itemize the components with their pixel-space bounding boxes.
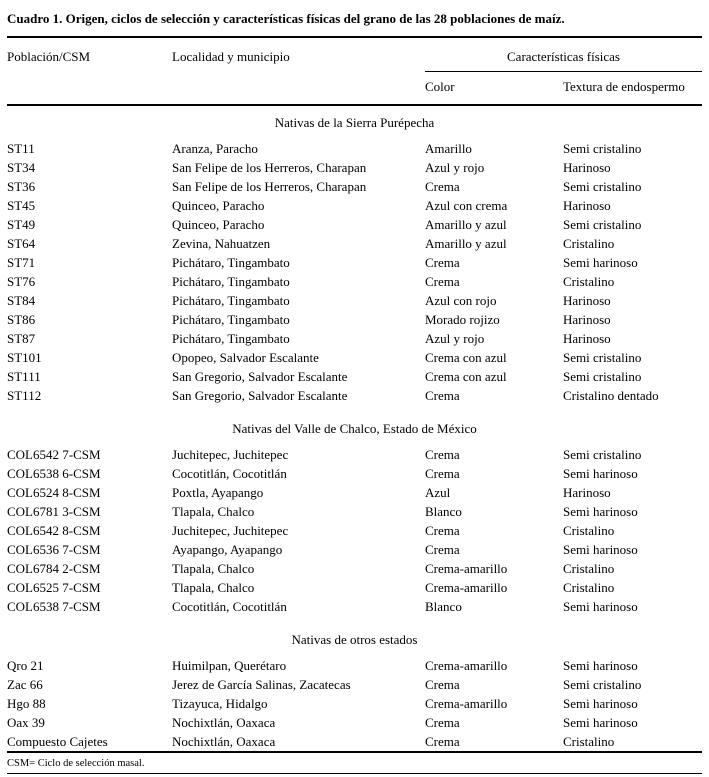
cell-localidad: Tlapala, Chalco bbox=[172, 561, 255, 576]
cell-textura: Semi harinoso bbox=[563, 255, 638, 270]
table-row bbox=[7, 196, 702, 215]
cell-textura: Semi harinoso bbox=[563, 504, 638, 519]
cell-localidad: Ayapango, Ayapango bbox=[172, 542, 283, 557]
cell-color: Crema bbox=[425, 715, 460, 730]
cell-poblacion: COL6525 7-CSM bbox=[7, 580, 101, 595]
cell-color: Azul y rojo bbox=[425, 160, 485, 175]
cell-poblacion: ST84 bbox=[7, 293, 36, 308]
cell-localidad: Tlapala, Chalco bbox=[172, 580, 255, 595]
cell-poblacion: COL6538 6-CSM bbox=[7, 466, 101, 481]
table-row bbox=[7, 656, 702, 675]
cell-localidad: San Gregorio, Salvador Escalante bbox=[172, 388, 348, 403]
cell-poblacion: ST111 bbox=[7, 369, 41, 384]
cell-textura: Harinoso bbox=[563, 485, 611, 500]
cell-localidad: Juchitepec, Juchitepec bbox=[172, 447, 289, 462]
cell-localidad: Nochixtlán, Oaxaca bbox=[172, 734, 276, 749]
cell-color: Azul bbox=[425, 485, 451, 500]
cell-color: Crema bbox=[425, 523, 460, 538]
cell-color: Amarillo y azul bbox=[425, 236, 507, 251]
cell-color: Crema bbox=[425, 542, 460, 557]
cell-textura: Cristalino dentado bbox=[563, 388, 659, 403]
cell-poblacion: ST86 bbox=[7, 312, 36, 327]
cell-localidad: Pichátaro, Tingambato bbox=[172, 255, 290, 270]
cell-textura: Harinoso bbox=[563, 198, 611, 213]
cell-textura: Semi cristalino bbox=[563, 677, 642, 692]
cell-localidad: Opopeo, Salvador Escalante bbox=[172, 350, 319, 365]
table-row bbox=[7, 272, 702, 291]
table-row bbox=[7, 445, 702, 464]
cell-textura: Cristalino bbox=[563, 523, 615, 538]
cell-localidad: Pichátaro, Tingambato bbox=[172, 293, 290, 308]
cell-poblacion: Qro 21 bbox=[7, 658, 44, 673]
cell-textura: Cristalino bbox=[563, 561, 615, 576]
column-header-textura: Textura de endospermo bbox=[563, 79, 685, 94]
cell-color: Crema-amarillo bbox=[425, 561, 508, 576]
cell-textura: Semi cristalino bbox=[563, 217, 642, 232]
cell-color: Crema-amarillo bbox=[425, 580, 508, 595]
cell-localidad: Juchitepec, Juchitepec bbox=[172, 523, 289, 538]
cell-color: Crema bbox=[425, 179, 460, 194]
table-row bbox=[7, 597, 702, 616]
cell-poblacion: COL6524 8-CSM bbox=[7, 485, 101, 500]
table-row bbox=[7, 291, 702, 310]
table-row bbox=[7, 521, 702, 540]
cell-color: Azul con crema bbox=[425, 198, 508, 213]
cell-localidad: Cocotitlán, Cocotitlán bbox=[172, 599, 287, 614]
cell-poblacion: Hgo 88 bbox=[7, 696, 46, 711]
table-row bbox=[7, 139, 702, 158]
populations-table bbox=[7, 36, 702, 753]
cell-localidad: San Felipe de los Herreros, Charapan bbox=[172, 179, 367, 194]
cell-poblacion: Oax 39 bbox=[7, 715, 45, 730]
cell-localidad: Tizayuca, Hidalgo bbox=[172, 696, 268, 711]
cell-localidad: Nochixtlán, Oaxaca bbox=[172, 715, 276, 730]
cell-localidad: Jerez de García Salinas, Zacatecas bbox=[172, 677, 351, 692]
table-row bbox=[7, 253, 702, 272]
cell-textura: Semi cristalino bbox=[563, 447, 642, 462]
section-title: Nativas del Valle de Chalco, Estado de México bbox=[232, 421, 477, 436]
cell-textura: Harinoso bbox=[563, 331, 611, 346]
cell-color: Amarillo bbox=[425, 141, 472, 156]
cell-poblacion: Zac 66 bbox=[7, 677, 43, 692]
section-header-row bbox=[7, 405, 702, 445]
section-header-row bbox=[7, 616, 702, 656]
cell-textura: Semi harinoso bbox=[563, 542, 638, 557]
cell-poblacion: ST76 bbox=[7, 274, 36, 289]
cell-color: Crema bbox=[425, 388, 460, 403]
table-row bbox=[7, 540, 702, 559]
cell-poblacion: ST45 bbox=[7, 198, 36, 213]
table-row bbox=[7, 732, 702, 752]
cell-localidad: Huimilpan, Querétaro bbox=[172, 658, 287, 673]
table-row bbox=[7, 367, 702, 386]
table-row bbox=[7, 483, 702, 502]
cell-color: Crema bbox=[425, 734, 460, 749]
cell-textura: Semi cristalino bbox=[563, 369, 642, 384]
cell-poblacion: ST11 bbox=[7, 141, 35, 156]
cell-poblacion: COL6784 2-CSM bbox=[7, 561, 101, 576]
cell-localidad: Poxtla, Ayapango bbox=[172, 485, 264, 500]
table-body bbox=[7, 105, 702, 752]
table-row bbox=[7, 694, 702, 713]
table-footnote: CSM= Ciclo de selección masal. bbox=[7, 753, 702, 774]
cell-poblacion: Compuesto Cajetes bbox=[7, 734, 108, 749]
cell-localidad: Tlapala, Chalco bbox=[172, 504, 255, 519]
table-caption: Cuadro 1. Origen, ciclos de selección y características físicas del grano de las 28 poblaciones de maíz. bbox=[7, 11, 565, 26]
cell-color: Azul y rojo bbox=[425, 331, 485, 346]
cell-localidad: Quinceo, Paracho bbox=[172, 198, 265, 213]
cell-poblacion: ST101 bbox=[7, 350, 42, 365]
cell-textura: Semi harinoso bbox=[563, 466, 638, 481]
table-row bbox=[7, 464, 702, 483]
cell-color: Crema bbox=[425, 274, 460, 289]
cell-textura: Semi harinoso bbox=[563, 599, 638, 614]
cell-textura: Cristalino bbox=[563, 274, 615, 289]
cell-color: Crema-amarillo bbox=[425, 658, 508, 673]
cell-textura: Cristalino bbox=[563, 580, 615, 595]
cell-textura: Cristalino bbox=[563, 236, 615, 251]
cell-poblacion: ST87 bbox=[7, 331, 36, 346]
cell-textura: Semi harinoso bbox=[563, 715, 638, 730]
column-header-localidad: Localidad y municipio bbox=[172, 49, 290, 64]
cell-poblacion: COL6536 7-CSM bbox=[7, 542, 101, 557]
cell-poblacion: ST64 bbox=[7, 236, 36, 251]
cell-localidad: Cocotitlán, Cocotitlán bbox=[172, 466, 287, 481]
cell-localidad: Pichátaro, Tingambato bbox=[172, 331, 290, 346]
cell-color: Morado rojizo bbox=[425, 312, 500, 327]
cell-color: Crema bbox=[425, 447, 460, 462]
cell-poblacion: ST49 bbox=[7, 217, 36, 232]
cell-poblacion: ST112 bbox=[7, 388, 42, 403]
table-row bbox=[7, 713, 702, 732]
table-row bbox=[7, 386, 702, 405]
cell-localidad: Pichátaro, Tingambato bbox=[172, 274, 290, 289]
cell-color: Crema con azul bbox=[425, 369, 507, 384]
cell-textura: Harinoso bbox=[563, 160, 611, 175]
cell-poblacion: ST34 bbox=[7, 160, 36, 175]
cell-color: Blanco bbox=[425, 599, 462, 614]
cell-color: Crema-amarillo bbox=[425, 696, 508, 711]
column-header-poblacion: Población/CSM bbox=[7, 49, 91, 64]
table-row bbox=[7, 310, 702, 329]
cell-textura: Semi cristalino bbox=[563, 179, 642, 194]
cell-textura: Cristalino bbox=[563, 734, 615, 749]
cell-textura: Semi cristalino bbox=[563, 350, 642, 365]
cell-localidad: Zevina, Nahuatzen bbox=[172, 236, 271, 251]
cell-poblacion: ST36 bbox=[7, 179, 36, 194]
header-row-top bbox=[7, 37, 702, 72]
table-row bbox=[7, 675, 702, 694]
header-spacer bbox=[172, 72, 425, 106]
cell-textura: Semi harinoso bbox=[563, 658, 638, 673]
table-row bbox=[7, 329, 702, 348]
cell-color: Amarillo y azul bbox=[425, 217, 507, 232]
table-row bbox=[7, 234, 702, 253]
table-header bbox=[7, 37, 702, 105]
cell-localidad: Quinceo, Paracho bbox=[172, 217, 265, 232]
cell-textura: Semi cristalino bbox=[563, 141, 642, 156]
table-row bbox=[7, 348, 702, 367]
section-title: Nativas de otros estados bbox=[291, 632, 418, 647]
cell-poblacion: ST71 bbox=[7, 255, 36, 270]
cell-poblacion: COL6538 7-CSM bbox=[7, 599, 101, 614]
section-title: Nativas de la Sierra Purépecha bbox=[274, 115, 435, 130]
cell-localidad: San Felipe de los Herreros, Charapan bbox=[172, 160, 367, 175]
header-spacer bbox=[7, 72, 172, 106]
cell-poblacion: COL6542 8-CSM bbox=[7, 523, 101, 538]
cell-poblacion: COL6542 7-CSM bbox=[7, 447, 101, 462]
cell-poblacion: COL6781 3-CSM bbox=[7, 504, 101, 519]
section-header-row bbox=[7, 105, 702, 139]
cell-color: Crema con azul bbox=[425, 350, 507, 365]
table-row bbox=[7, 502, 702, 521]
column-group-caracteristicas: Características físicas bbox=[425, 37, 702, 72]
cell-color: Crema bbox=[425, 255, 460, 270]
table-row bbox=[7, 158, 702, 177]
table-row bbox=[7, 559, 702, 578]
cell-localidad: Pichátaro, Tingambato bbox=[172, 312, 290, 327]
header-row-sub bbox=[7, 72, 702, 106]
table-row bbox=[7, 215, 702, 234]
table-row bbox=[7, 177, 702, 196]
cell-textura: Harinoso bbox=[563, 312, 611, 327]
table-row bbox=[7, 578, 702, 597]
cell-textura: Harinoso bbox=[563, 293, 611, 308]
cell-localidad: Aranza, Paracho bbox=[172, 141, 258, 156]
cell-color: Azul con rojo bbox=[425, 293, 497, 308]
cell-color: Blanco bbox=[425, 504, 462, 519]
column-header-color: Color bbox=[425, 79, 455, 94]
cell-localidad: San Gregorio, Salvador Escalante bbox=[172, 369, 348, 384]
cell-color: Crema bbox=[425, 677, 460, 692]
cell-color: Crema bbox=[425, 466, 460, 481]
cell-textura: Semi harinoso bbox=[563, 696, 638, 711]
